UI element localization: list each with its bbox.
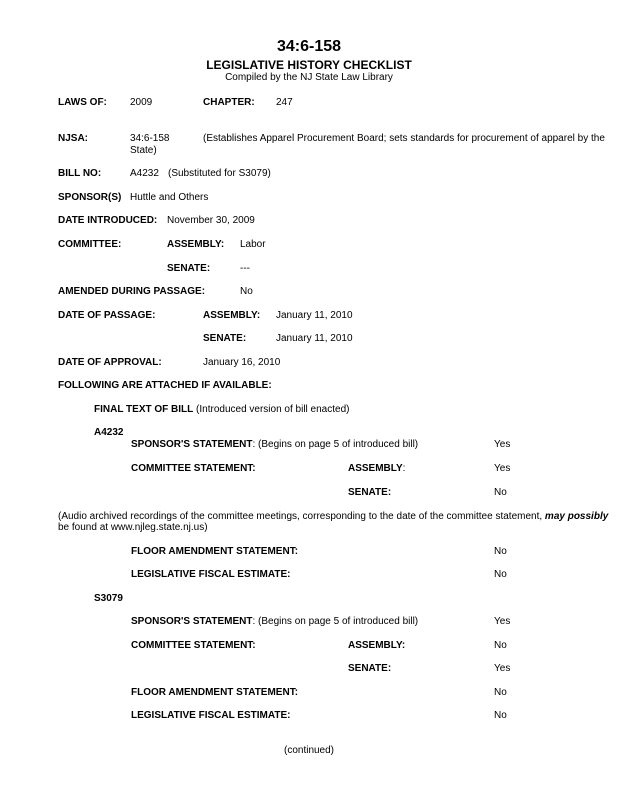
- audio-note-line1: [58, 511, 608, 522]
- njsa-description: (Establishes Apparel Procurement Board; sets standards for procurement of apparel by the: [203, 133, 605, 144]
- date-of-approval-value: January 16, 2010: [203, 357, 281, 368]
- audio-note-text: (Audio archived recordings of the committee meetings, corresponding to the date of the committee statement,: [58, 511, 545, 522]
- s3079-committee-label: COMMITTEE STATEMENT:: [131, 640, 256, 651]
- passage-senate-date: January 11, 2010: [276, 333, 353, 344]
- njsa-citation: 34:6-158: [130, 133, 170, 144]
- a4232-assembly-label: ASSEMBLY: [348, 463, 403, 474]
- passage-assembly-label: ASSEMBLY:: [203, 310, 261, 321]
- checklist-subtitle: LEGISLATIVE HISTORY CHECKLIST: [206, 58, 412, 72]
- final-text-note: (Introduced version of bill enacted): [196, 404, 350, 415]
- bill-no-label: BILL NO:: [58, 168, 102, 179]
- s3079-fiscal-value: No: [494, 710, 507, 721]
- date-of-approval-label: DATE OF APPROVAL:: [58, 357, 162, 368]
- a4232-sponsor-value: Yes: [494, 439, 511, 450]
- a4232-sponsor-label: SPONSOR'S STATEMENT: [131, 439, 253, 450]
- s3079-senate-label: SENATE:: [348, 663, 392, 674]
- a4232-committee-label: COMMITTEE STATEMENT:: [131, 463, 256, 474]
- bill-substitution-note: (Substituted for S3079): [168, 168, 271, 179]
- compiled-by: Compiled by the NJ State Law Library: [225, 72, 393, 83]
- s3079-sponsor-note: : (Begins on page 5 of introduced bill): [252, 616, 419, 627]
- a4232-senate-label: SENATE:: [348, 487, 392, 498]
- s3079-assembly-label: ASSEMBLY:: [348, 640, 406, 651]
- date-introduced-label: DATE INTRODUCED:: [58, 215, 158, 226]
- a4232-sponsor-statement: [131, 439, 418, 450]
- a4232-assembly-colon: :: [402, 463, 406, 474]
- a4232-floor-label: FLOOR AMENDMENT STATEMENT:: [131, 546, 299, 557]
- chapter-number: 247: [276, 97, 293, 108]
- s3079-senate-value: Yes: [494, 663, 511, 674]
- sponsors-label: SPONSOR(S): [58, 192, 122, 203]
- s3079-floor-label: FLOOR AMENDMENT STATEMENT:: [131, 687, 299, 698]
- a4232-bill-label: A4232: [94, 427, 124, 438]
- laws-of-label: LAWS OF:: [58, 97, 107, 108]
- bill-number: A4232: [130, 168, 159, 179]
- date-of-passage-label: DATE OF PASSAGE:: [58, 310, 156, 321]
- amended-value: No: [240, 286, 253, 297]
- a4232-assembly-value: Yes: [494, 463, 511, 474]
- attached-heading: FOLLOWING ARE ATTACHED IF AVAILABLE:: [58, 380, 272, 391]
- committee-senate-value: ---: [240, 263, 250, 274]
- a4232-floor-value: No: [494, 546, 507, 557]
- amended-label: AMENDED DURING PASSAGE:: [58, 286, 206, 297]
- s3079-bill-label: S3079: [94, 593, 123, 604]
- njsa-description-cont: State): [130, 145, 157, 156]
- audio-note-emphasis: may possibly: [544, 511, 609, 522]
- date-introduced-value: November 30, 2009: [167, 215, 255, 226]
- passage-assembly-date: January 11, 2010: [276, 310, 353, 321]
- a4232-sponsor-note: : (Begins on page 5 of introduced bill): [252, 439, 419, 450]
- a4232-senate-value: No: [494, 487, 507, 498]
- s3079-fiscal-label: LEGISLATIVE FISCAL ESTIMATE:: [131, 710, 291, 721]
- chapter-label: CHAPTER:: [203, 97, 255, 108]
- continued-footer: (continued): [283, 745, 335, 756]
- final-text-label: FINAL TEXT OF BILL: [94, 404, 194, 415]
- page-title: 34:6-158: [276, 38, 342, 55]
- s3079-assembly-value: No: [494, 640, 507, 651]
- s3079-sponsor-statement: [131, 616, 418, 627]
- njsa-label: NJSA:: [58, 133, 89, 144]
- committee-senate-label: SENATE:: [167, 263, 211, 274]
- s3079-sponsor-label: SPONSOR'S STATEMENT: [131, 616, 253, 627]
- a4232-assembly-label-wrap: [348, 463, 405, 474]
- committee-assembly-label: ASSEMBLY:: [167, 239, 225, 250]
- a4232-fiscal-value: No: [494, 569, 507, 580]
- s3079-floor-value: No: [494, 687, 507, 698]
- passage-senate-label: SENATE:: [203, 333, 247, 344]
- committee-assembly-value: Labor: [240, 239, 266, 250]
- final-text-line: [94, 404, 349, 415]
- committee-label: COMMITTEE:: [58, 239, 122, 250]
- laws-of-year: 2009: [130, 97, 153, 108]
- sponsors-value: Huttle and Others: [130, 192, 209, 203]
- s3079-sponsor-value: Yes: [494, 616, 511, 627]
- audio-note-line2: be found at www.njleg.state.nj.us): [58, 522, 208, 533]
- a4232-fiscal-label: LEGISLATIVE FISCAL ESTIMATE:: [131, 569, 291, 580]
